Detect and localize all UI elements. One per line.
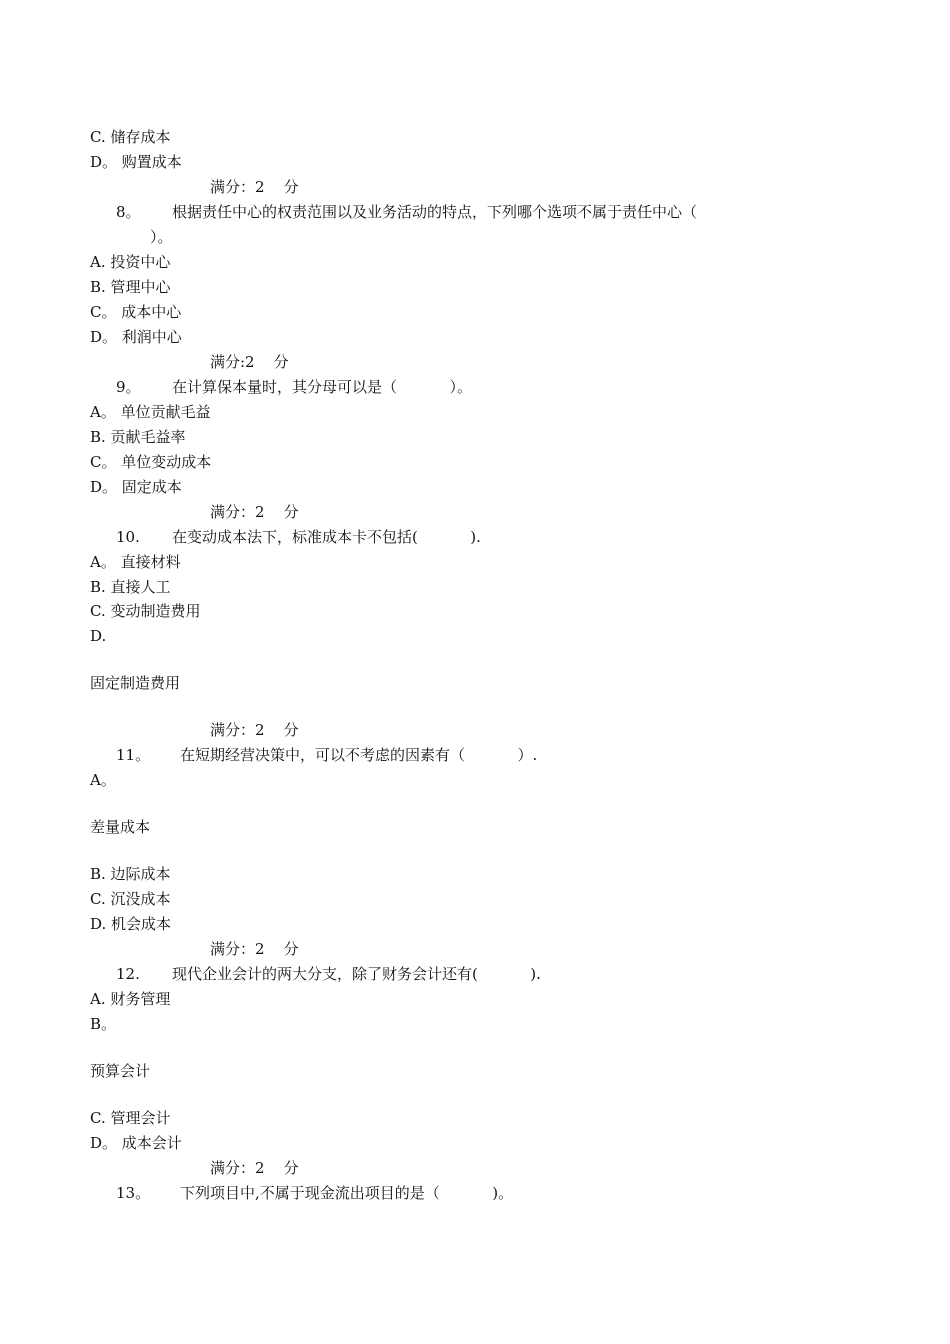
option-b: B. 贡献毛益率 bbox=[90, 428, 186, 446]
option-a: A. 投资中心 bbox=[90, 253, 171, 271]
option-d: D。 固定成本 bbox=[90, 478, 182, 496]
option-b: B. 边际成本 bbox=[90, 865, 171, 883]
question-10-number: 10. bbox=[116, 528, 140, 546]
question-13-number: 13。 bbox=[116, 1184, 151, 1202]
question-12-number: 12. bbox=[116, 965, 140, 983]
option-d: D. bbox=[90, 627, 107, 645]
option-b: B. 管理中心 bbox=[90, 278, 171, 296]
option-c: C。 成本中心 bbox=[90, 303, 182, 321]
question-13-text: 下列项目中,不属于现金流出项目的是（ )。 bbox=[180, 1184, 514, 1202]
option-c: C. 管理会计 bbox=[90, 1109, 171, 1127]
option-b: B. 直接人工 bbox=[90, 578, 171, 596]
score-line: 满分：2 分 bbox=[210, 1159, 299, 1177]
score-line: 满分:2 分 bbox=[210, 353, 289, 371]
score-line: 满分：2 分 bbox=[210, 503, 299, 521]
option-c: C. 沉没成本 bbox=[90, 890, 171, 908]
question-8-text: 根据责任中心的权责范围以及业务活动的特点，下列哪个选项不属于责任中心（ bbox=[172, 203, 698, 221]
option-a-text: 差量成本 bbox=[90, 818, 151, 836]
score-line: 满分：2 分 bbox=[210, 721, 299, 739]
option-a: A. 财务管理 bbox=[90, 990, 171, 1008]
question-12-text: 现代企业会计的两大分支，除了财务会计还有( ). bbox=[172, 965, 541, 983]
question-11-text: 在短期经营决策中，可以不考虑的因素有（ ）. bbox=[180, 746, 538, 764]
question-9-number: 9。 bbox=[116, 378, 141, 396]
option-b-text: 预算会计 bbox=[90, 1062, 151, 1080]
option-c: C。 单位变动成本 bbox=[90, 453, 212, 471]
option-d: D。 利润中心 bbox=[90, 328, 182, 346]
question-10-text: 在变动成本法下，标准成本卡不包括( ). bbox=[172, 528, 481, 546]
option-b: B。 bbox=[90, 1015, 117, 1033]
option-a: A。 单位贡献毛益 bbox=[90, 403, 211, 421]
question-9-text: 在计算保本量时，其分母可以是（ ）。 bbox=[172, 378, 472, 396]
score-line: 满分：2 分 bbox=[210, 178, 299, 196]
option-d-text: 固定制造费用 bbox=[90, 674, 181, 692]
score-line: 满分：2 分 bbox=[210, 940, 299, 958]
option-a: A。 直接材料 bbox=[90, 553, 181, 571]
option-a: A。 bbox=[90, 771, 116, 789]
question-11-number: 11。 bbox=[116, 746, 151, 764]
option-d: D。 成本会计 bbox=[90, 1134, 182, 1152]
option-c: C. 变动制造费用 bbox=[90, 602, 201, 620]
option-d-purchase-cost: D。 购置成本 bbox=[90, 153, 182, 171]
option-d: D. 机会成本 bbox=[90, 915, 172, 933]
question-8-number: 8。 bbox=[116, 203, 141, 221]
question-8-continuation: ）。 bbox=[150, 228, 173, 246]
option-c-storage-cost: C. 储存成本 bbox=[90, 128, 171, 146]
